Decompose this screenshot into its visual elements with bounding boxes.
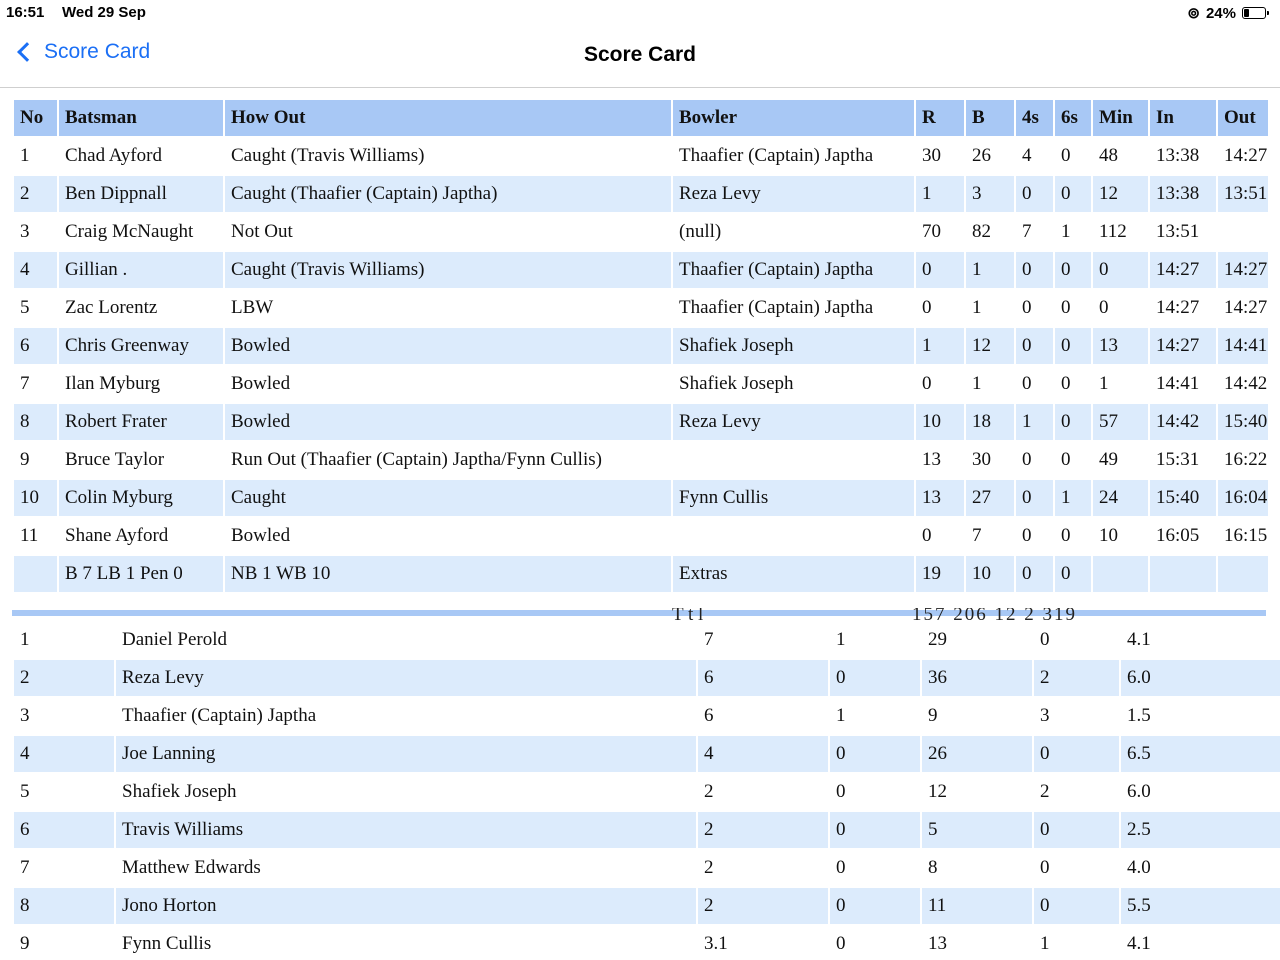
table-cell: Caught (Travis Williams) [225,252,671,288]
table-cell: 7 [20,857,30,878]
table-cell: 8 [14,404,57,440]
bowling-scorecard[interactable] [12,620,1280,960]
table-cell: 0 [1061,449,1071,470]
column-header: B [966,100,1014,136]
column-header: Batsman [59,100,223,136]
table-cell: 30 [972,449,991,470]
column-header: In [1150,100,1216,136]
table-cell [1218,214,1268,250]
table-cell: Bowled [225,404,671,440]
column-header: How Out [225,100,671,136]
table-cell: Shafiek Joseph [122,781,237,802]
table-row [14,176,1268,212]
table-cell: Robert Frater [59,404,223,440]
table-row [14,442,1268,478]
table-cell: 1 [1061,221,1071,242]
bowling-rows [14,622,1280,960]
table-cell: Bruce Taylor [65,449,165,470]
table-cell: 2 [14,176,57,212]
table-cell: 1 [916,176,964,212]
table-cell: LBW [231,297,274,318]
table-cell: 2 [704,857,714,878]
table-cell: 0 [1055,176,1091,212]
table-cell: 36 [922,660,1032,696]
table-cell: Fynn Cullis [122,933,212,954]
table-cell: 2 [1034,660,1119,696]
table-cell: 0 [1016,176,1053,212]
battery-percent: 24% [1205,4,1236,22]
table-cell: Thaafier (Captain) Japtha [673,252,914,288]
table-cell: 1 [1099,373,1109,394]
table-cell: 3 [1040,705,1050,726]
table-cell: 8 [928,857,938,878]
table-cell: Gillian . [59,252,223,288]
table-cell: 16:22 [1224,449,1268,470]
column-header: 6s [1055,100,1091,136]
table-cell: 13 [928,933,947,954]
table-cell: 6 [14,812,114,848]
table-cell: Thaafier (Captain) Japtha [122,705,317,726]
column-header: R [916,100,964,136]
table-cell: 0 [1055,328,1091,364]
table-cell: Joe Lanning [116,736,696,772]
table-cell: Chad Ayford [65,145,162,166]
back-button-label: Score Card [44,40,151,63]
table-cell: 0 [922,525,932,546]
status-bar [0,0,1280,26]
table-cell: 9 [20,449,30,470]
table-cell: 2 [14,660,114,696]
table-cell [1218,556,1268,592]
table-cell: Zac Lorentz [65,297,158,318]
table-cell: 0 [1016,556,1053,592]
table-cell: 57 [1093,404,1148,440]
table-cell: Bowled [231,373,291,394]
table-cell: 7 [1022,221,1032,242]
table-cell: Shafiek Joseph [679,373,794,394]
table-cell: 4 [1022,145,1032,166]
table-cell: 13:38 [1150,176,1216,212]
bowler-row [14,888,1280,924]
table-cell: 0 [836,781,846,802]
orientation-lock-icon: ⊚ [1187,5,1200,22]
table-cell: 4.1 [1127,933,1151,954]
column-header: 4s [1016,100,1053,136]
table-cell: 27 [966,480,1014,516]
section-divider [12,608,1268,620]
column-header: No [14,100,57,136]
table-cell: Shane Ayford [65,525,169,546]
table-cell: 14:27 [1218,252,1268,288]
table-cell: 0 [1022,449,1032,470]
table-cell: 6 [698,660,828,696]
table-cell: 5 [20,781,30,802]
table-cell: 14:27 [1224,297,1268,318]
table-cell: 1 [836,705,846,726]
table-cell: 2 [698,812,828,848]
table-cell: 19 [916,556,964,592]
table-cell: 0 [830,736,920,772]
table-cell: 26 [922,736,1032,772]
table-cell: Bowled [225,328,671,364]
table-cell: 0 [1016,480,1053,516]
table-cell: 13:51 [1156,221,1200,242]
table-cell: Colin Myburg [59,480,223,516]
table-cell: 0 [830,812,920,848]
table-cell: 14:27 [1224,145,1268,166]
table-cell: NB 1 WB 10 [225,556,671,592]
battery-fill [1244,9,1249,17]
table-cell: 9 [928,705,938,726]
table-cell: 5 [20,297,30,318]
bowler-row [14,850,1280,886]
table-cell: Travis Williams [116,812,696,848]
table-cell: 13:51 [1218,176,1268,212]
table-cell: 0 [830,888,920,924]
table-cell: 0 [1055,404,1091,440]
table-cell: 7 [704,629,714,650]
table-row [14,404,1268,440]
table-cell: 1 [972,297,982,318]
table-cell: 1 [836,629,846,650]
table-cell: Caught (Travis Williams) [231,145,425,166]
table-cell: Caught [225,480,671,516]
table-cell: Reza Levy [673,176,914,212]
table-cell: Matthew Edwards [122,857,261,878]
table-cell: 7 [972,525,982,546]
table-cell: 29 [928,629,947,650]
table-cell: 0 [1034,888,1119,924]
bowler-row [14,736,1280,772]
table-cell: 2.5 [1121,812,1280,848]
table-cell: 5.5 [1121,888,1280,924]
table-cell: 0 [1093,252,1148,288]
table-cell: Thaafier (Captain) Japtha [679,145,874,166]
table-cell: 6 [14,328,57,364]
table-cell: 2 [704,781,714,802]
column-header: Out [1218,100,1268,136]
table-cell: 0 [1061,373,1071,394]
table-cell: 14:41 [1156,373,1200,394]
table-cell: 1 [1040,933,1050,954]
table-cell: 6.0 [1121,660,1280,696]
table-cell: 6 [704,705,714,726]
table-cell: 1 [916,328,964,364]
table-cell: 10 [966,556,1014,592]
status-time: 16:51 [6,4,45,21]
table-cell: Caught (Thaafier (Captain) Japtha) [225,176,671,212]
table-cell: 0 [1016,328,1053,364]
table-row [14,138,1268,174]
table-cell: 0 [916,252,964,288]
table-cell: 5 [922,812,1032,848]
table-cell: Reza Levy [673,404,914,440]
table-cell: 0 [1040,629,1050,650]
table-cell: 15:40 [1150,480,1216,516]
table-cell: 0 [1022,525,1032,546]
table-row [14,214,1268,250]
column-header: Bowler [673,100,914,136]
table-cell: 4 [14,252,57,288]
table-cell: 15:40 [1218,404,1268,440]
table-cell: 82 [972,221,991,242]
nav-bar [0,26,1280,88]
table-cell: 14:41 [1218,328,1268,364]
table-cell: 8 [14,888,114,924]
table-cell: 6.5 [1121,736,1280,772]
table-cell: 10 [916,404,964,440]
table-cell: 14:27 [1156,297,1200,318]
table-cell: 13 [916,480,964,516]
table-cell: 12 [966,328,1014,364]
table-cell: 70 [922,221,941,242]
table-cell: Jono Horton [116,888,696,924]
table-cell: 0 [1061,297,1071,318]
table-cell: Thaafier (Captain) Japtha [679,297,874,318]
table-cell [673,518,914,554]
table-cell [673,442,914,478]
batting-header-row [14,100,1268,136]
table-cell: Bowled [231,525,291,546]
column-header: Min [1093,100,1148,136]
table-cell: 4 [698,736,828,772]
table-cell: 13 [1093,328,1148,364]
table-cell: 13 [922,449,941,470]
table-cell: 1 [1016,404,1053,440]
table-cell: 0 [1040,857,1050,878]
table-cell: 0 [1061,525,1071,546]
table-cell: Shafiek Joseph [673,328,914,364]
table-row [14,328,1268,364]
table-cell: 1 [20,629,30,650]
table-cell: 0 [1099,297,1109,318]
table-cell: Ben Dippnall [59,176,223,212]
table-cell: 1.5 [1127,705,1151,726]
table-cell: Reza Levy [116,660,696,696]
table-row [14,366,1268,402]
table-cell: 10 [14,480,57,516]
table-cell: 0 [1034,736,1119,772]
table-cell: Not Out [231,221,293,242]
table-cell: 0 [1022,297,1032,318]
table-cell: 48 [1099,145,1118,166]
table-cell: 11 [922,888,1032,924]
table-cell: 0 [1016,252,1053,288]
table-cell: 0 [830,660,920,696]
status-date: Wed 29 Sep [62,4,146,21]
table-cell: 7 [20,373,30,394]
table-cell: 0 [1055,556,1091,592]
bowler-row [14,926,1280,960]
table-cell: 0 [922,373,932,394]
total-label-peek: T t l [672,608,704,620]
total-values-peek: 157 206 12 2 319 [912,608,1077,620]
table-row [14,290,1268,326]
table-cell: 9 [20,933,30,954]
table-cell: 12 [928,781,947,802]
table-cell: 0 [1061,145,1071,166]
bowler-row [14,812,1280,848]
table-cell: Craig McNaught [65,221,194,242]
table-cell: 1 [966,252,1014,288]
table-cell: 3.1 [704,933,728,954]
table-cell: 30 [922,145,941,166]
table-cell: 1 [1055,480,1091,516]
table-cell [14,556,57,592]
table-cell: 10 [1099,525,1118,546]
table-cell: 26 [972,145,991,166]
table-cell: 4 [14,736,114,772]
table-cell: 4.0 [1127,857,1151,878]
table-cell [1150,556,1216,592]
table-cell: 3 [20,705,30,726]
table-cell: (null) [679,221,722,242]
table-cell: 49 [1099,449,1118,470]
battery-icon [1242,7,1266,19]
table-cell: 0 [836,933,846,954]
table-row [14,252,1268,288]
table-cell: 3 [966,176,1014,212]
table-cell: Fynn Cullis [673,480,914,516]
table-cell: 11 [20,525,39,546]
table-cell: 14:42 [1224,373,1268,394]
bowling-table [12,620,1280,960]
table-cell: 1 [972,373,982,394]
table-cell: 14:42 [1150,404,1216,440]
batting-table [12,98,1268,594]
table-cell: 0 [922,297,932,318]
table-cell: 2 [698,888,828,924]
table-cell: Ilan Myburg [65,373,161,394]
table-cell: 6.0 [1127,781,1151,802]
table-cell: 1 [20,145,30,166]
table-cell: 2 [1040,781,1050,802]
extras-row [14,556,1268,592]
table-cell: 112 [1099,221,1127,242]
table-cell: 0 [1055,252,1091,288]
table-cell: 13:38 [1156,145,1200,166]
table-cell: 14:27 [1150,252,1216,288]
table-cell: B 7 LB 1 Pen 0 [59,556,223,592]
bowler-row [14,660,1280,696]
table-cell: 24 [1093,480,1148,516]
table-cell: 12 [1093,176,1148,212]
table-cell: 4.1 [1127,629,1151,650]
bowler-row [14,698,1280,734]
batting-rows [14,138,1268,592]
table-cell: 16:05 [1156,525,1200,546]
table-cell: Daniel Perold [122,629,228,650]
table-row [14,518,1268,554]
table-cell: 0 [1022,373,1032,394]
table-cell: 3 [20,221,30,242]
table-cell: 14:27 [1150,328,1216,364]
table-cell: Chris Greenway [59,328,223,364]
bowler-row [14,622,1280,658]
table-cell: Run Out (Thaafier (Captain) Japtha/Fynn Cullis) [231,449,602,470]
table-cell: 0 [1034,812,1119,848]
table-cell: 15:31 [1156,449,1200,470]
table-cell: 16:15 [1224,525,1268,546]
status-right [1187,4,1266,22]
table-cell: 18 [966,404,1014,440]
table-row [14,480,1268,516]
table-cell: 0 [836,857,846,878]
table-cell: Extras [673,556,914,592]
table-cell [1093,556,1148,592]
page-title: Score Card [583,43,697,66]
bowler-row [14,774,1280,810]
table-cell: 16:04 [1218,480,1268,516]
